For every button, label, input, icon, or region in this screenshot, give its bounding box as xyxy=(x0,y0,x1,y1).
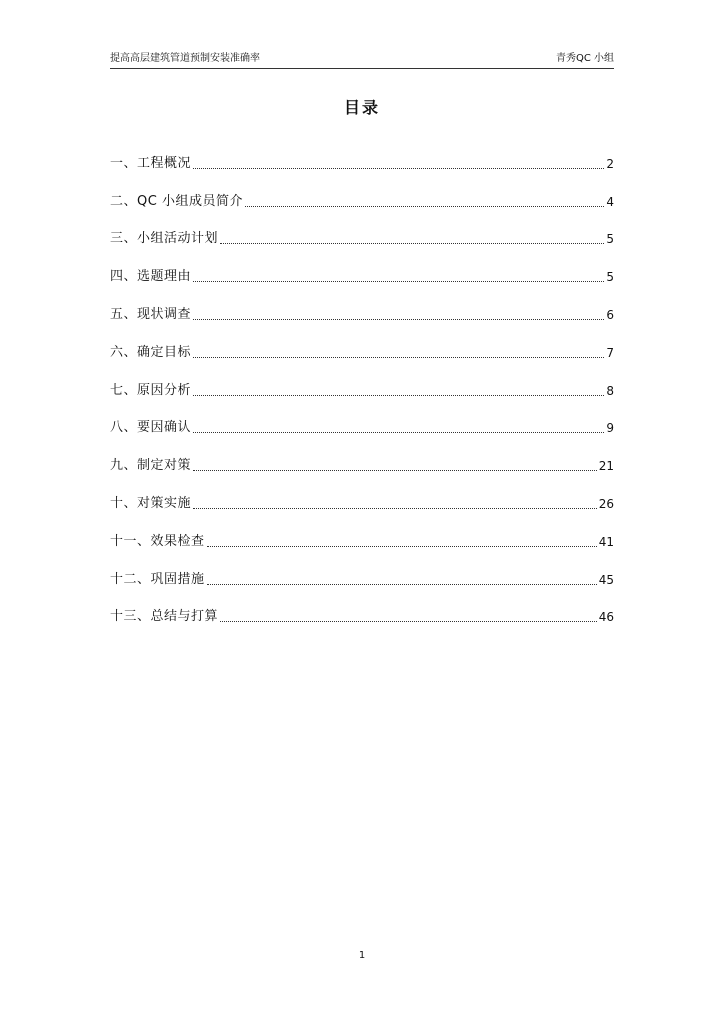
toc-entry-page: 4 xyxy=(606,194,614,209)
toc-entry-label: 十三、总结与打算 xyxy=(110,609,219,625)
toc-entry-label: 九、制定对策 xyxy=(110,458,192,474)
toc-entry-page: 5 xyxy=(606,232,614,247)
toc-dot-leader xyxy=(193,167,604,169)
toc-entry-page: 46 xyxy=(598,610,614,625)
toc-entry[interactable] xyxy=(110,590,614,628)
toc-entry[interactable] xyxy=(110,514,614,552)
toc-entry-page: 21 xyxy=(598,459,614,474)
toc-dot-leader xyxy=(193,318,604,320)
toc-entry[interactable] xyxy=(110,552,614,590)
toc-entry[interactable] xyxy=(110,438,614,476)
toc-entry-label: 二、QC 小组成员简介 xyxy=(110,193,243,209)
toc-entry-page: 9 xyxy=(606,421,614,436)
toc-entry[interactable] xyxy=(110,136,614,174)
toc-entry-page: 5 xyxy=(606,270,614,285)
header-group-name: 青秀QC 小组 xyxy=(555,53,614,64)
toc-entry-label: 十一、效果检查 xyxy=(110,533,205,549)
toc-dot-leader xyxy=(193,394,604,396)
toc-entry-label: 六、确定目标 xyxy=(110,344,192,360)
toc-entry-page: 45 xyxy=(598,572,614,587)
toc-dot-leader xyxy=(220,620,597,622)
toc-entry[interactable] xyxy=(110,363,614,401)
toc-entry-label: 七、原因分析 xyxy=(110,382,192,398)
toc-entry-page: 8 xyxy=(606,383,614,398)
toc-entry[interactable] xyxy=(110,287,614,325)
toc-entry[interactable] xyxy=(110,212,614,250)
toc-entry-label: 八、要因确认 xyxy=(110,420,192,436)
table-of-contents xyxy=(110,136,614,627)
toc-entry-page: 26 xyxy=(598,496,614,511)
toc-dot-leader xyxy=(193,280,604,282)
toc-entry-page: 41 xyxy=(598,534,614,549)
toc-entry-label: 四、选题理由 xyxy=(110,269,192,285)
toc-entry-label: 五、现状调查 xyxy=(110,306,192,322)
toc-entry[interactable] xyxy=(110,401,614,439)
page-header xyxy=(110,52,614,69)
toc-dot-leader xyxy=(245,205,604,207)
toc-entry[interactable] xyxy=(110,249,614,287)
toc-title: 目录 xyxy=(343,98,380,117)
toc-entry[interactable] xyxy=(110,325,614,363)
toc-dot-leader xyxy=(193,507,597,509)
toc-entry-page: 6 xyxy=(606,307,614,322)
toc-entry-label: 十、对策实施 xyxy=(110,495,192,511)
page-number: 1 xyxy=(358,950,366,961)
toc-entry-label: 三、小组活动计划 xyxy=(110,231,219,247)
toc-dot-leader xyxy=(193,356,604,358)
toc-dot-leader xyxy=(193,431,604,433)
toc-entry-page: 2 xyxy=(606,156,614,171)
toc-entry[interactable] xyxy=(110,174,614,212)
toc-entry-page: 7 xyxy=(606,345,614,360)
header-document-title: 提高高层建筑管道预制安装准确率 xyxy=(110,53,260,64)
toc-dot-leader xyxy=(207,545,597,547)
toc-entry-label: 一、工程概况 xyxy=(110,155,192,171)
toc-entry-label: 十二、巩固措施 xyxy=(110,571,205,587)
toc-dot-leader xyxy=(207,583,597,585)
toc-dot-leader xyxy=(220,242,604,244)
toc-entry[interactable] xyxy=(110,476,614,514)
toc-dot-leader xyxy=(193,469,597,471)
